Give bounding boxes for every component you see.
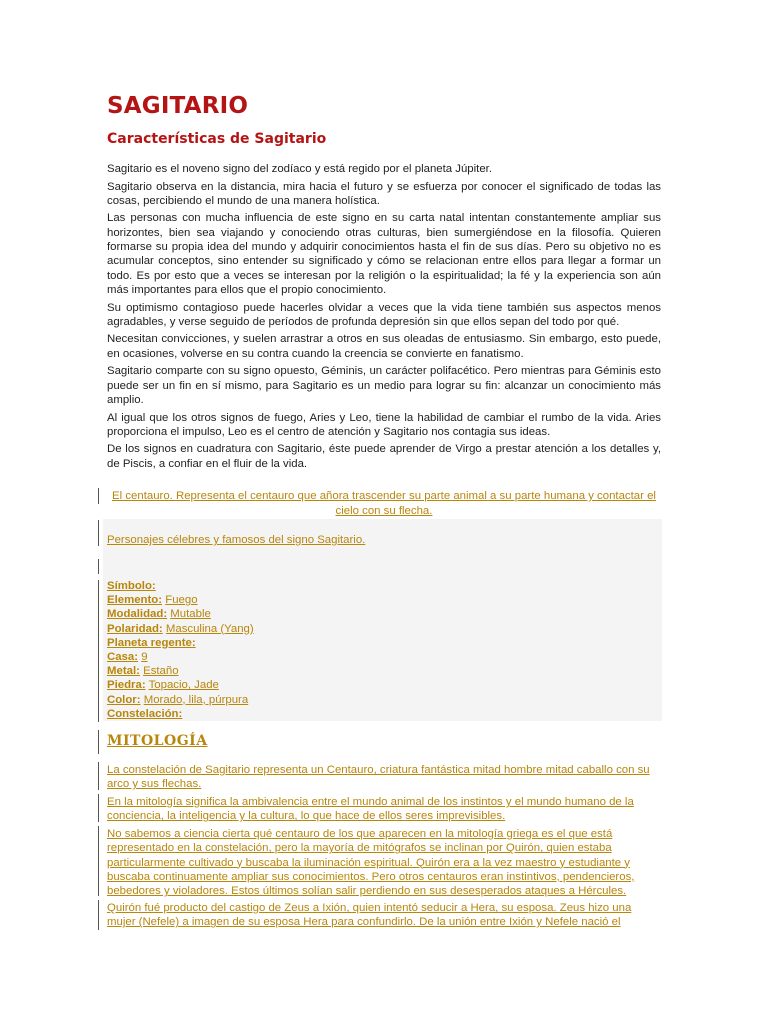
attribute-row <box>107 622 254 636</box>
intro-paragraph: Las personas con mucha influencia de este signo en su carta natal intentan constantemente ampliar sus horizontes, bien sea viajando y conociendo otras culturas, bien sumergiéndose en la filosofía. Quieren formarse su propia idea del mundo y adquirir conocimientos hasta el fin de sus días. Pero su objetivo no es acumular conceptos, sino entender su significado y cómo se relacionan entre ellos para llegar a formar un todo. Es por esto que a veces se interesan por la religión o la espiritualidad; la fé y la experiencia son aún más importantes para ellos que el propio conocimiento. <box>107 212 661 296</box>
intro-paragraph: De los signos en cuadratura con Sagitario, éste puede aprender de Virgo a prestar atención a los detalles y, de Piscis, a confiar en el fluir de la vida. <box>107 443 661 470</box>
divider <box>98 520 99 546</box>
divider <box>98 762 99 790</box>
intro-paragraph: Su optimismo contagioso puede hacerles olvidar a veces que la vida tiene también sus aspectos menos agradables, y verse seguido de períodos de profunda depresión sin que ellos sepan del todo por qué. <box>107 301 661 328</box>
page-title: SAGITARIO <box>107 93 249 119</box>
mitologia-heading[interactable]: MITOLOGÍA <box>107 733 208 749</box>
attribute-key[interactable]: Constelación: <box>107 707 183 720</box>
divider <box>98 580 99 722</box>
attribute-value[interactable]: Masculina (Yang) <box>165 622 254 635</box>
divider <box>98 730 99 754</box>
attribute-key[interactable]: Planeta regente: <box>107 636 196 649</box>
intro-paragraph: Sagitario comparte con su signo opuesto, Géminis, un carácter polifacético. Pero mientras para Géminis esto puede ser un fin en sí mismo, para Sagitario es un medio para lograr su fin: alcanzar un conocimiento más amplio. <box>107 365 661 406</box>
attribute-key[interactable]: Símbolo: <box>107 580 156 592</box>
attribute-row <box>107 579 254 593</box>
attribute-row <box>107 693 254 707</box>
intro-paragraph: Sagitario es el noveno signo del zodíaco y está regido por el planeta Júpiter. <box>107 163 493 175</box>
attribute-key[interactable]: Elemento: <box>107 594 163 607</box>
mitologia-paragraph[interactable]: Quirón fué producto del castigo de Zeus a Ixión, quien intentó seducir a Hera, su esposa. Zeus hizo una mujer (Nefele) a imagen de su esposa Hera para confundirlo. De la unión entre Ixión y Nefele nació el <box>107 902 632 929</box>
attribute-list <box>107 579 254 721</box>
attribute-key[interactable]: Piedra: <box>107 679 146 692</box>
intro-paragraph: Al igual que los otros signos de fuego, Aries y Leo, tiene la habilidad de cambiar el rumbo de la vida. Aries proporciona el impulso, Leo es el centro de atención y Sagitario nos contagia sus ideas. <box>107 411 661 438</box>
attribute-row <box>107 707 254 721</box>
mitologia-paragraph[interactable]: No sabemos a ciencia cierta qué centauro de los que aparecen en la mitología griega es el que está representado en la constelación, pero la mayoría de mitógrafos se inclinan por Quirón, quien estaba particularmente cultivado y buscaba la iluminación espiritual. Quirón era a la vez maestro y estudiante y buscaba continuamente ampliar sus conocimientos. Pero otros centauros eran instintivos, pendencieros, bebedores y violadores. Estos últimos solían salir perdiendo en sus desesperados ataques a Hércules. <box>107 828 635 898</box>
intro-text <box>107 162 661 474</box>
attribute-row <box>107 664 254 678</box>
attribute-key[interactable]: Polaridad: <box>107 622 163 635</box>
attribute-key[interactable]: Casa: <box>107 650 139 663</box>
attribute-row <box>107 607 254 621</box>
divider <box>98 559 99 574</box>
attribute-value[interactable]: Fuego <box>165 594 198 607</box>
attribute-value[interactable]: Topacio, Jade <box>148 679 219 692</box>
attribute-value[interactable]: Estaño <box>143 665 179 678</box>
intro-paragraph: Sagitario observa en la distancia, mira hacia el futuro y se esfuerza por conocer el significado de todas las cosas, percibiendo el mundo de una manera holística. <box>107 180 661 207</box>
divider <box>98 794 99 822</box>
personajes-link-container[interactable] <box>107 533 365 547</box>
mitologia-paragraph[interactable]: En la mitología significa la ambivalencia entre el mundo animal de los instintos y el mundo humano de la conciencia, la inteligencia y la cultura, lo que hace de ellos seres imprevisibles. <box>107 796 634 823</box>
attribute-key[interactable]: Color: <box>107 693 141 706</box>
divider <box>98 826 99 896</box>
attribute-row <box>107 650 254 664</box>
mitologia-paragraph[interactable]: La constelación de Sagitario representa un Centauro, criatura fantástica mitad hombre mitad caballo con su arco y sus flechas. <box>107 764 650 791</box>
caption-text[interactable]: El centauro. Representa el centauro que añora trascender su parte animal a su parte humana y contactar el cielo con su flecha. <box>112 490 656 517</box>
page-subtitle: Características de Sagitario <box>107 131 327 147</box>
attribute-row <box>107 678 254 692</box>
attribute-value[interactable]: Mutable <box>170 608 211 621</box>
divider <box>98 488 99 504</box>
attribute-row <box>107 593 254 607</box>
image-caption-link[interactable] <box>107 489 661 519</box>
personajes-link[interactable]: Personajes célebres y famosos del signo Sagitario. <box>107 534 366 546</box>
attribute-row <box>107 636 254 650</box>
divider <box>98 900 99 930</box>
attribute-value[interactable]: Morado, lila, púrpura <box>143 693 249 706</box>
attribute-key[interactable]: Metal: <box>107 665 140 678</box>
intro-paragraph: Necesitan convicciones, y suelen arrastrar a otros en sus oleadas de entusiasmo. Sin embargo, esto puede, en ocasiones, volverse en su contra cuando la creencia se convierte en fanatismo. <box>107 333 661 360</box>
attribute-value[interactable]: 9 <box>141 650 148 663</box>
attribute-key[interactable]: Modalidad: <box>107 608 168 621</box>
